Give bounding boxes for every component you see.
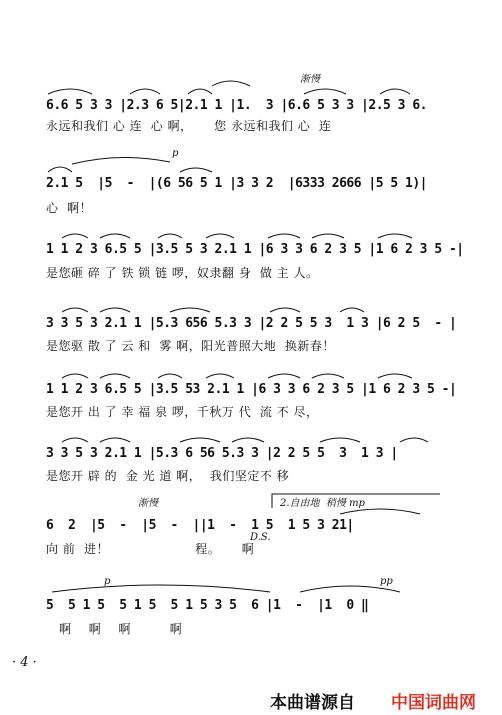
dynamic-mark: p <box>104 576 111 587</box>
notes-line: 6 2 |5 - |5 - ||1 - 1 5 1 5 3 21| <box>46 518 354 533</box>
volta-mark: 2.自由地 稍慢 mp <box>280 498 365 509</box>
score-system-8 <box>0 576 502 636</box>
tempo-mark: 渐慢 <box>300 74 320 85</box>
lyrics-line: 是您驱 散 了 云 和 雾 啊，阳光普照大地 换新春！ <box>46 339 335 353</box>
lyrics-line: 是您开 出 了 幸 福 泉 啰，千秋万 代 流 不 尽， <box>46 405 319 419</box>
score-system-5 <box>0 366 502 426</box>
footer <box>270 688 495 712</box>
notes-line: 1 1 2 3 6.5 5 |3.5 53 2.1 1 |6 3 3 6 2 3 5 |1 6 2 3 5 -| <box>46 382 457 397</box>
tempo-mark: 渐慢 <box>138 498 158 509</box>
lyrics-line: 向 前 进！ 程。 啊 <box>46 542 255 556</box>
footer-site-name[interactable]: 中国词曲网 <box>391 693 476 713</box>
lyrics-line: 心 啊！ <box>46 201 93 215</box>
lyrics-line: 永远和我们 心 连 心 啊， 您 永远和我们 心 连 <box>46 119 332 133</box>
notes-line: 5 5 1 5 5 1 5 5 1 5 3 5 6 |1 - |1 0 ‖ <box>46 598 369 613</box>
lyrics-line: 啊 啊 啊 啊 <box>46 622 183 636</box>
notes-line: 3 3 5 3 2.1 1 |5.3 656 5.3 3 |2 2 5 5 3 1 3 |6 2 5 - | <box>46 316 457 331</box>
dynamic-mark: pp <box>380 576 393 587</box>
score-system-2 <box>0 148 502 215</box>
notes-line: 1 1 2 3 6.5 5 |3.5 5 3 2.1 1 |6 3 3 6 2 3 5 |1 6 2 3 5 -| <box>46 242 464 257</box>
page-number: · 4 · <box>12 655 37 670</box>
score-system-6 <box>0 430 502 490</box>
lyrics-line: 是您砸 碎 了 铁 锁 链 啰，奴隶翻 身 做 主 人。 <box>46 266 319 280</box>
footer-source-label: 本曲谱源自 <box>270 693 355 713</box>
score-system-7 <box>0 492 502 556</box>
dynamic-mark: p <box>172 148 179 159</box>
ds-mark: D.S. <box>250 532 271 543</box>
score-system-4 <box>0 300 502 360</box>
notes-line: 2.1 5 |5 - |(6 56 5 1 |3 3 2 |6333 2666 |5 5 1)| <box>46 176 427 191</box>
lyrics-line: 是您开 辟 的 金 光 道 啊， 我们坚定不 移 <box>46 469 290 483</box>
notes-line: 3 3 5 3 2.1 1 |5.3 6 56 5.3 3 |2 2 5 5 3 1 3 | <box>46 446 398 461</box>
notes-line: 6.6 5 3 3 |2.3 6 5|2.1 1 |1. 3 |6.6 5 3 3 |2.5 3 6. <box>46 98 427 113</box>
score-system-1 <box>0 70 502 133</box>
score-system-3 <box>0 226 502 286</box>
